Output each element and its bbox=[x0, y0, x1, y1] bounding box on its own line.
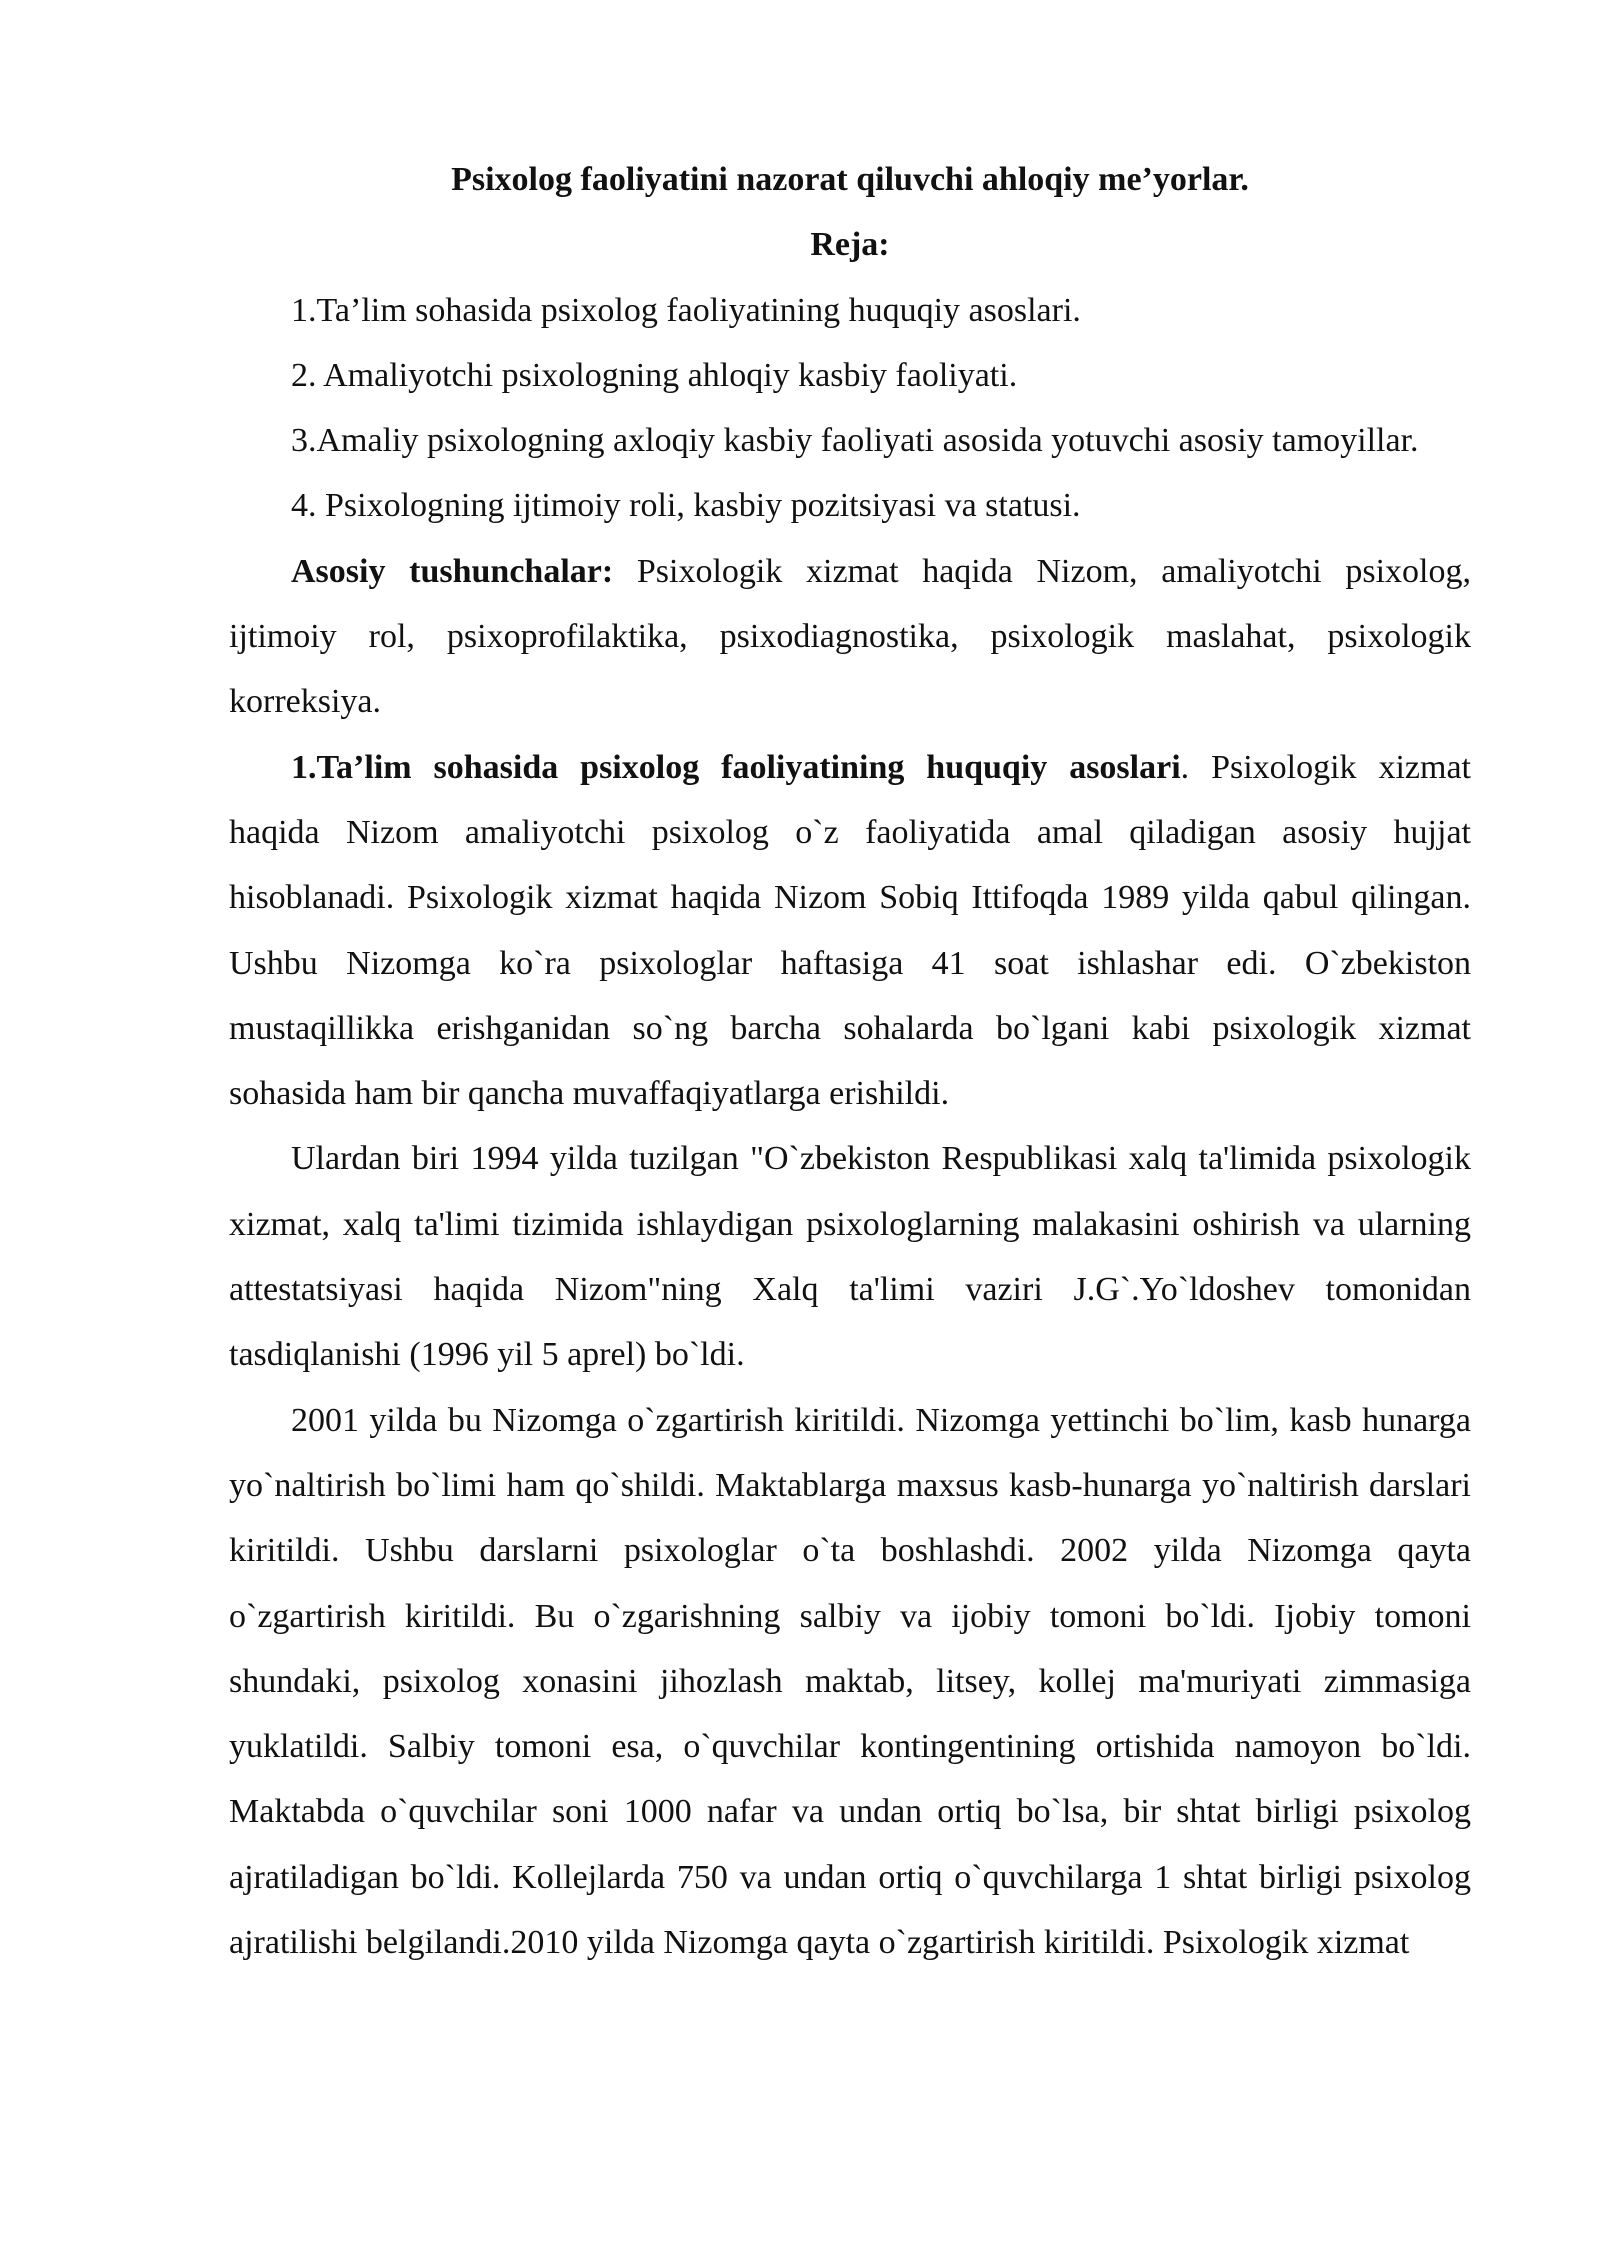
document-body bbox=[229, 147, 1471, 1975]
key-concepts-label: Asosiy tushunchalar: bbox=[291, 552, 614, 590]
body-paragraph: 2001 yilda bu Nizomga o`zgartirish kiritildi. Nizomga yettinchi bo`lim, kasb hunarga yo`naltirish bo`limi ham qo`shildi. Maktablarga maxsus kasb-hunarga yo`naltirish darslari kiritildi. Ushbu darslarni psixologlar o`ta boshlashdi. 2002 yilda Nizomga qayta o`zgartirish kiritildi. Bu o`zgarishning salbiy va ijobiy tomoni bo`ldi. Ijobiy tomoni shundaki, psixolog xonasini jihozlash maktab, litsey, kollej ma'muriyati zimmasiga yuklatildi. Salbiy tomoni esa, o`quvchilar kontingentining ortishida namoyon bo`ldi. Maktabda o`quvchilar soni 1000 nafar va undan ortiq bo`lsa, bir shtat birligi psixolog ajratiladigan bo`ldi. Kollejlarda 750 va undan ortiq o`quvchilarga 1 shtat birligi psixolog ajratilishi belgilandi.2010 yilda Nizomga qayta o`zgartirish kiritildi. Psixologik xizmat bbox=[229, 1401, 1471, 1962]
plan-item: 4. Psixologning ijtimoiy roli, kasbiy pozitsiyasi va statusi. bbox=[291, 487, 1081, 525]
document-title: Psixolog faoliyatini nazorat qiluvchi ahloqiy me’yorlar. bbox=[451, 161, 1249, 198]
plan-item: 2. Amaliyotchi psixologning ahloqiy kasbiy faoliyati. bbox=[291, 356, 1018, 394]
section1-text: . Psixologik xizmat haqida Nizom amaliyotchi psixolog o`z faoliyatida amal qiladigan asosiy hujjat hisoblanadi. Psixologik xizmat haqida Nizom Sobiq Ittifoqda 1989 yilda qabul qilingan. Ushbu Nizomga ko`ra psixologlar haftasiga 41 soat ishlashar edi. O`zbekiston mustaqillikka erishganidan so`ng barcha sohalarda bo`lgani kabi psixologik xizmat sohasida ham bir qancha muvaffaqiyatlarga erishildi. bbox=[229, 748, 1471, 1113]
section1-heading: 1.Ta’lim sohasida psixolog faoliyatining huquqiy asoslari bbox=[291, 748, 1181, 786]
body-paragraph: Ulardan biri 1994 yilda tuzilgan "O`zbekiston Respublikasi xalq ta'limida psixologik xizmat, xalq ta'limi tizimida ishlaydigan psixologlarning malakasini oshirish va ularning attestatsiyasi haqida Nizom"ning Xalq ta'limi vaziri J.G`.Yo`ldoshev tomonidan tasdiqlanishi (1996 yil 5 aprel) bo`ldi. bbox=[229, 1140, 1471, 1374]
plan-item: 3.Amaliy psixologning axloqiy kasbiy faoliyati asosida yotuvchi asosiy tamoyillar. bbox=[291, 422, 1419, 460]
key-concepts-text: Psixologik xizmat haqida Nizom, amaliyotchi psixolog, ijtimoiy rol, psixoprofilaktika, psixodiagnostika, psixologik maslahat, psixologik korreksiya. bbox=[229, 552, 1471, 721]
key-concepts-paragraph bbox=[229, 539, 1471, 735]
plan-heading: Reja: bbox=[810, 226, 890, 264]
section1-paragraph bbox=[229, 735, 1471, 1127]
plan-item: 1.Ta’lim sohasida psixolog faoliyatining huquqiy asoslari. bbox=[291, 291, 1081, 329]
